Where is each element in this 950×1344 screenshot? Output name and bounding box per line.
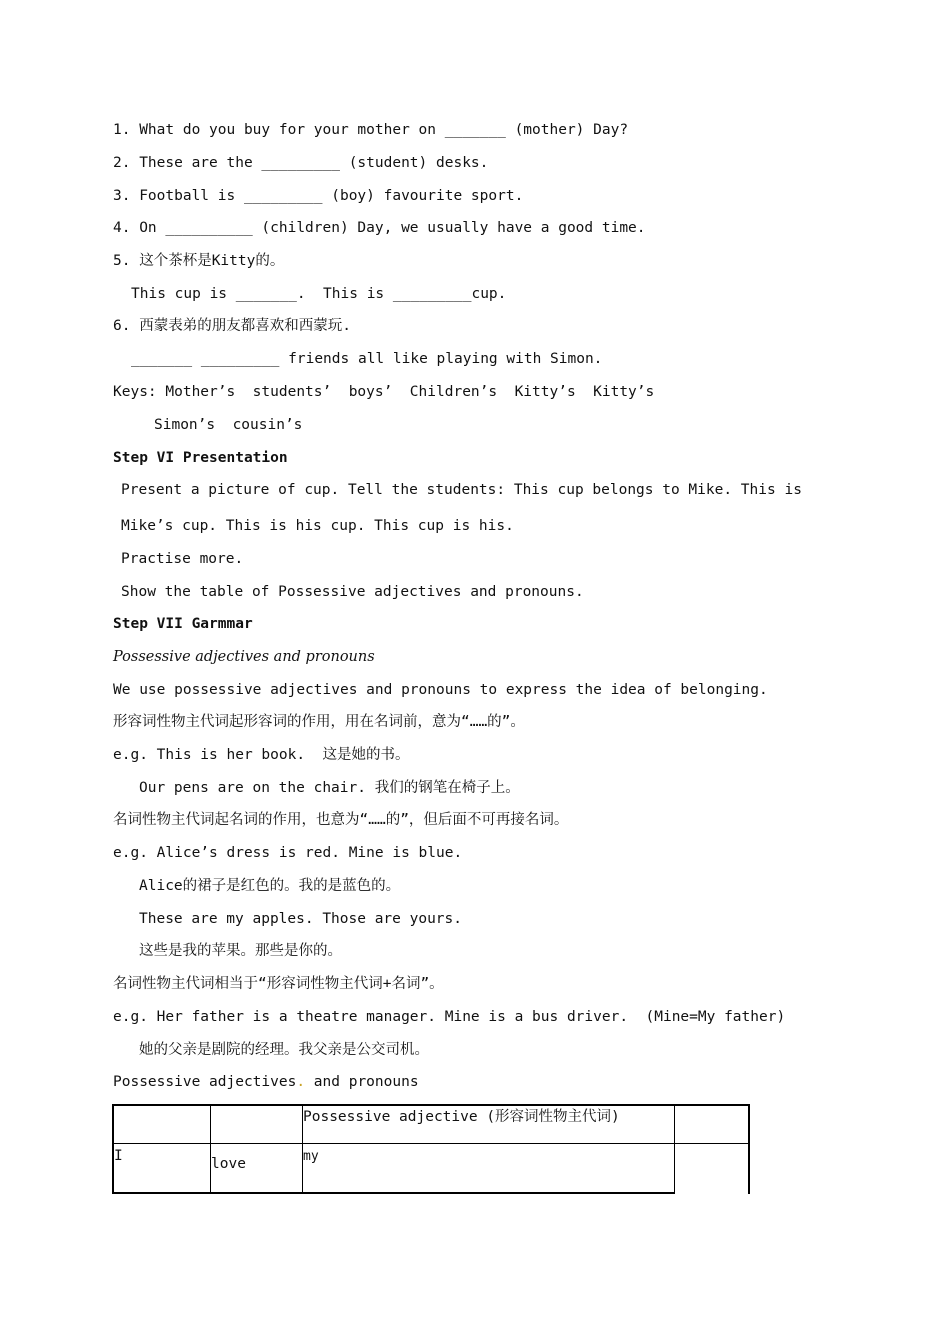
exercise-2: 2. These are the _________ (student) desks. <box>113 155 489 171</box>
table-border-bottom <box>112 1192 675 1194</box>
table-header-possessive-adjective: Possessive adjective (形容词性物主代词) <box>303 1109 620 1125</box>
step7-heading: Step VII Garmmar <box>113 616 253 632</box>
grammar-example-5-translation: 她的父亲是剧院的经理。我父亲是公交司机。 <box>139 1042 429 1058</box>
table-caption <box>113 1072 419 1092</box>
exercise-1: 1. What do you buy for your mother on _______ (mother) Day? <box>113 122 629 138</box>
grammar-example-1: e.g. This is her book. 这是她的书。 <box>113 747 410 763</box>
step6-line-3: Practise more. <box>121 551 244 567</box>
step6-line-1: Present a picture of cup. Tell the students: This cup belongs to Mike. This is <box>121 482 802 498</box>
table-cell-verb: love <box>211 1156 246 1172</box>
table-row-divider <box>112 1143 750 1144</box>
exercise-5: 5. 这个茶杯是Kitty的。 <box>113 253 285 269</box>
grammar-line-2: 形容词性物主代词起形容词的作用，用在名词前，意为“……的”。 <box>113 714 525 730</box>
exercise-5-answer-line: This cup is _______. This is _________cup. <box>131 286 507 302</box>
exercise-6: 6. 西蒙表弟的朋友都喜欢和西蒙玩. <box>113 318 351 334</box>
table-caption-part-2: and pronouns <box>305 1074 419 1090</box>
grammar-example-5: e.g. Her father is a theatre manager. Mine is a bus driver. (Mine=My father) <box>113 1009 786 1025</box>
possessive-table <box>112 1104 750 1194</box>
step6-line-2: Mike’s cup. This is his cup. This cup is his. <box>121 518 514 534</box>
table-caption-part-1: Possessive adjectives <box>113 1074 297 1090</box>
grammar-line-4: 名词性物主代词相当于“形容词性物主代词+名词”。 <box>113 976 444 992</box>
grammar-example-4-translation: 这些是我的苹果。那些是你的。 <box>139 943 342 959</box>
grammar-line-1: We use possessive adjectives and pronouns to express the idea of belonging. <box>113 682 768 698</box>
grammar-example-4: These are my apples. Those are yours. <box>139 911 463 927</box>
exercise-6-answer-line: _______ _________ friends all like playing with Simon. <box>131 351 603 367</box>
grammar-example-2: Our pens are on the chair. 我们的钢笔在椅子上。 <box>139 780 520 796</box>
step6-heading: Step VI Presentation <box>113 450 288 466</box>
table-cell-adjective: my <box>303 1149 319 1164</box>
table-border-top <box>112 1104 750 1106</box>
exercise-4: 4. On __________ (children) Day, we usually have a good time. <box>113 220 646 236</box>
answer-keys-cont: Simon’s cousin’s <box>154 417 303 433</box>
grammar-example-3-translation: Alice的裙子是红色的。我的是蓝色的。 <box>139 878 401 894</box>
step6-line-4: Show the table of Possessive adjectives and pronouns. <box>121 584 584 600</box>
table-caption-dot: . <box>296 1074 306 1090</box>
step7-subheading: Possessive adjectives and pronouns <box>113 649 375 665</box>
exercise-3: 3. Football is _________ (boy) favourite sport. <box>113 188 524 204</box>
grammar-line-3: 名词性物主代词起名词的作用，也意为“……的”，但后面不可再接名词。 <box>113 812 569 828</box>
table-cell-subject: I <box>114 1148 123 1164</box>
grammar-example-3: e.g. Alice’s dress is red. Mine is blue. <box>113 845 463 861</box>
table-border-right <box>748 1104 750 1194</box>
table-col-divider-3 <box>674 1104 675 1194</box>
table-col-divider-1 <box>210 1104 211 1194</box>
answer-keys: Keys: Mother’s students’ boys’ Children’s Kitty’s Kitty’s <box>113 384 655 400</box>
